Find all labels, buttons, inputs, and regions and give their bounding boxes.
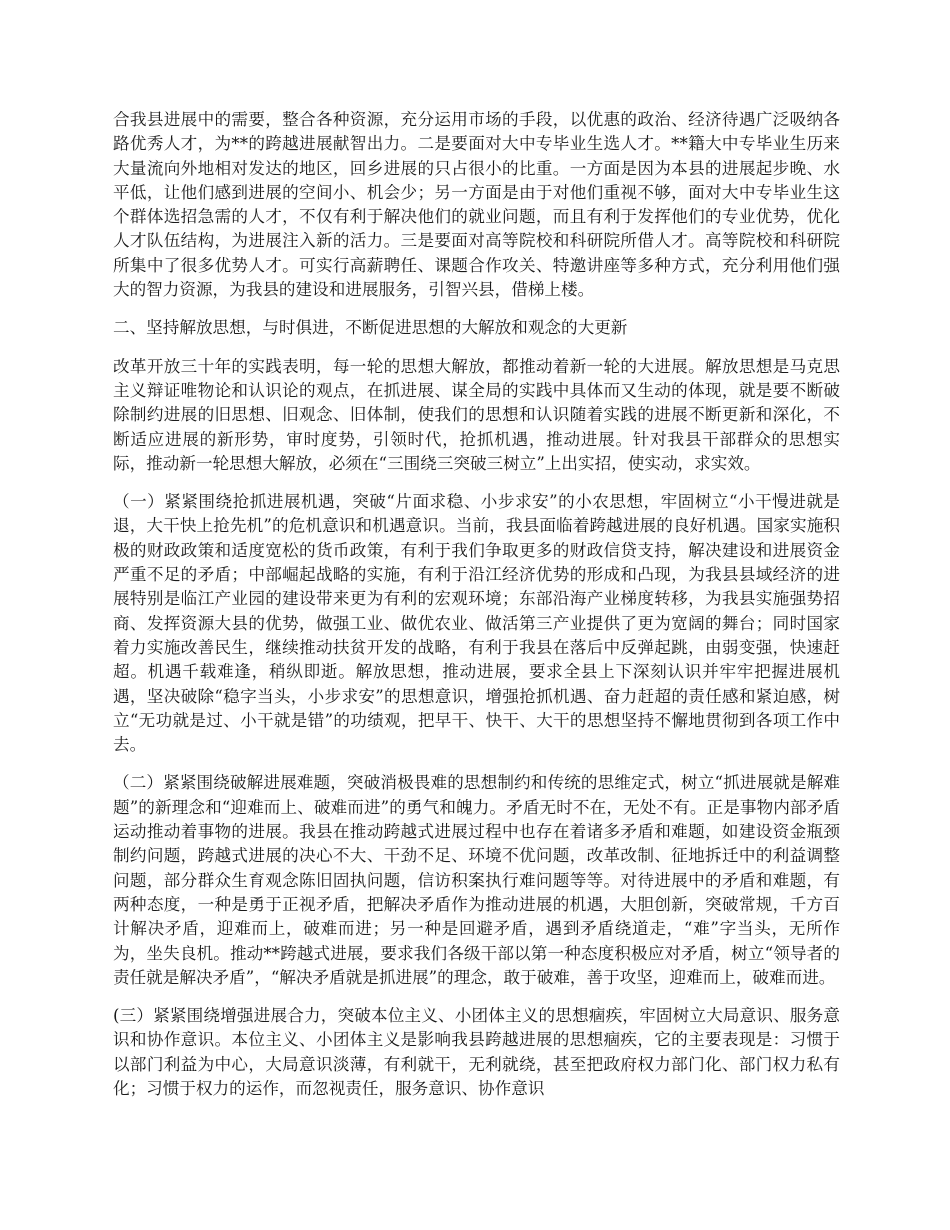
paragraph-solve-difficulties: （二）紧紧围绕破解进展难题，突破消极畏难的思想制约和传统的思维定式，树立“抓进展就是解难题”的新理念和“迎难而上、破难而进”的勇气和魄力。矛盾无时不在，无处不有。正是事物内部矛盾运动推动着事物的进展。我县在推动跨越式进展过程中也存在着诸多矛盾和难题，如建设资金瓶颈制约问题，跨越式进展的决心不大、干劲不足、环境不优问题，改革改制、征地拆迁中的利益调整问题，部分群众生育观念陈旧固执问题，信访积案执行难问题等等。对待进展中的矛盾和难题，有两种态度，一种是勇于正视矛盾，把解决矛盾作为推动进展的机遇，大胆创新，突破常规，千方百计解决矛盾，迎难而上，破难而进；另一种是回避矛盾，遇到矛盾绕道走，“难”字当头，无所作为，坐失良机。推动**跨越式进展，要求我们各级干部以第一种态度积极应对矛盾，树立“领导者的责任就是解决矛盾”，“解决矛盾就是抓进展”的理念，敢于破难，善于攻坚，迎难而上，破难而进。: [113, 773, 840, 987]
section-heading-emancipate-mind: 二、坚持解放思想，与时俱进，不断促进思想的大解放和观念的大更新: [113, 318, 628, 338]
paragraph-reform-practice: 改革开放三十年的实践表明，每一轮的思想大解放，都推动着新一轮的大进展。解放思想是马克思主义辩证唯物论和认识论的观点，在抓进展、谋全局的实践中具体而又生动的体现，就是要不断破除制约进展的旧思想、旧观念、旧体制，使我们的思想和认识随着实践的进展不断更新和深化，不断适应进展的新形势，审时度势，引领时代，抢抓机遇，推动进展。针对我县干部群众的思想实际，推动新一轮思想大解放，必须在“三围绕三突破三树立”上出实招，使实动，求实效。: [113, 356, 840, 473]
document-body: [113, 108, 840, 1115]
paragraph-talent-recruitment: 合我县进展中的需要，整合各种资源，充分运用市场的手段，以优惠的政治、经济待遇广泛吸纳各路优秀人才，为**的跨越进展献智出力。二是要面对大中专毕业生选人才。**籍大中专毕业生历来大量流向外地相对发达的地区，回乡进展的只占很小的比重。一方面是因为本县的进展起步晚、水平低，让他们感到进展的空间小、机会少；另一方面是由于对他们重视不够，面对大中专毕业生这个群体选招急需的人才，不仅有利于解决他们的就业问题，而且有利于发挥他们的专业优势，优化人才队伍结构，为进展注入新的活力。三是要面对高等院校和科研院所借人才。高等院校和科研院所集中了很多优势人才。可实行高薪聘任、课题合作攻关、特邀讲座等多种方式，充分利用他们强大的智力资源，为我县的建设和进展服务，引智兴县，借梯上楼。: [113, 110, 840, 300]
paragraph-seize-opportunity: （一）紧紧围绕抢抓进展机遇，突破“片面求稳、小步求安”的小农思想，牢固树立“小干慢进就是退，大干快上抢先机”的危机意识和机遇意识。当前，我县面临着跨越进展的良好机遇。国家实施积极的财政政策和适度宽松的货币政策，有利于我们争取更多的财政信贷支持，解决建设和进展资金严重不足的矛盾；中部崛起战略的实施，有利于沿江经济优势的形成和凸现，为我县县域经济的进展特别是临江产业园的建设带来更为有利的宏观环境；东部沿海产业梯度转移，为我县实施强势招商、发挥资源大县的优势，做强工业、做优农业、做活第三产业提供了更为宽阔的舞台；同时国家着力实施改善民生，继续推动扶贫开发的战略，有利于我县在落后中反弹起跳，由弱变强，快速赶超。机遇千载难逢，稍纵即逝。解放思想，推动进展，要求全县上下深刻认识并牢牢把握进展机遇，坚决破除“稳字当头，小步求安”的思想意识，增强抢抓机遇、奋力赶超的责任感和紧迫感，树立“无功就是过、小干就是错”的功绩观，把早干、快干、大干的思想坚持不懈地贯彻到各项工作中去。: [113, 492, 840, 755]
paragraph-enhance-synergy: (三）紧紧围绕增强进展合力，突破本位主义、小团体主义的思想痼疾，牢固树立大局意识、服务意识和协作意识。本位主义、小团体主义是影响我县跨越进展的思想痼疾，它的主要表现是：习惯于以部门利益为中心，大局意识淡薄，有利就干，无利就绕，甚至把政府权力部门化、部门权力私有化；习惯于权力的运作，而忽视责任，服务意识、协作意识: [113, 1006, 840, 1098]
